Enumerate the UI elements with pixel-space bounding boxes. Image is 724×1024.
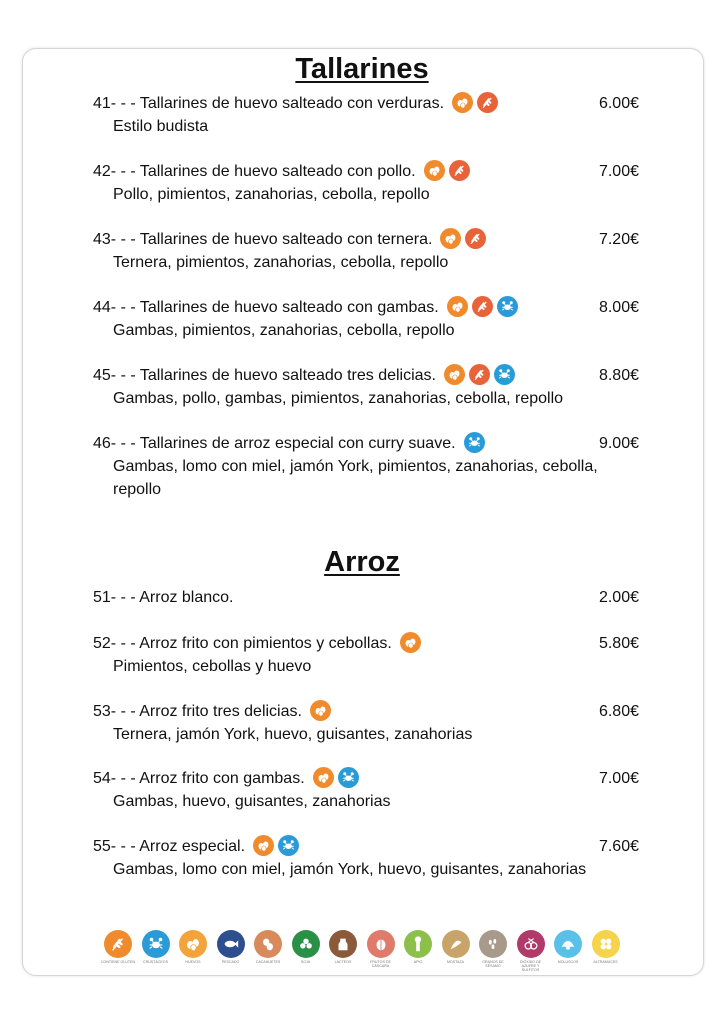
- legend-item: [288, 930, 324, 964]
- section-title-arroz: Arroz: [324, 546, 400, 578]
- huevos-icon: [253, 835, 274, 856]
- menu-item-name: 46- - - Tallarines de arroz especial con curry suave.: [93, 435, 456, 452]
- menu-item-description: Estilo budista: [113, 118, 209, 136]
- mostaza-icon: [442, 930, 470, 958]
- allergen-icons: [452, 92, 502, 115]
- legend-item: [213, 930, 249, 964]
- legend-label: ALTRAMUCES: [593, 960, 618, 964]
- legend-label: GRANOS DE SÉSAMO: [482, 960, 504, 968]
- menu-item-header: [93, 767, 643, 790]
- allergen-icons: [400, 632, 425, 655]
- huevos-icon: [400, 632, 421, 653]
- menu-item: [93, 364, 643, 410]
- allergen-icons: [424, 160, 474, 183]
- frutos-cascara-icon: [367, 930, 395, 958]
- menu-item-description: Pimientos, cebollas y huevo: [113, 658, 312, 676]
- legend-item: [250, 930, 286, 964]
- menu-item-header: [93, 228, 643, 251]
- legend-label: MOLUSCOS: [557, 960, 579, 964]
- crustaceos-icon: [142, 930, 170, 958]
- crustaceos-icon: [338, 767, 359, 788]
- legend-label: CACAHUETES: [255, 960, 281, 964]
- legend-label: HUEVOS: [185, 960, 201, 964]
- menu-item-name: 54- - - Arroz frito con gambas.: [93, 770, 305, 787]
- menu-item-header: [93, 632, 643, 655]
- sulfitos-icon: [517, 930, 545, 958]
- allergen-icons: [440, 228, 490, 251]
- menu-item-price: 8.80€: [598, 367, 639, 384]
- legend-item: [400, 930, 436, 964]
- menu-item: [93, 296, 643, 342]
- allergen-icons: [464, 432, 489, 455]
- legend-label: CONTIENE GLUTEN: [100, 960, 136, 964]
- crustaceos-icon: [494, 364, 515, 385]
- legend-label: DIÓXIDO DE AZUFRE Y SULFITOS: [519, 960, 542, 972]
- menu-item-description: Gambas, pollo, gambas, pimientos, zanahorias, cebolla, repollo: [113, 390, 564, 408]
- menu-item-description: Gambas, pimientos, zanahorias, cebolla, repollo: [113, 322, 455, 340]
- menu-item-header: [93, 92, 643, 115]
- huevos-icon: [447, 296, 468, 317]
- menu-item-price: 5.80€: [598, 635, 639, 652]
- menu-item-description: Pollo, pimientos, zanahorias, cebolla, repollo: [113, 186, 430, 204]
- menu-item-name: 55- - - Arroz especial.: [93, 838, 246, 855]
- gluten-icon: [449, 160, 470, 181]
- legend-item: [138, 930, 174, 964]
- huevos-icon: [179, 930, 207, 958]
- allergen-icons: [310, 700, 335, 723]
- menu-item-name: 41- - - Tallarines de huevo salteado con verduras.: [93, 95, 445, 112]
- legend-label: FRUTOS DE CÁSCARA: [370, 960, 391, 968]
- legend-label: SOJA: [300, 960, 311, 964]
- lacteos-icon: [329, 930, 357, 958]
- menu-item-name: 52- - - Arroz frito con pimientos y cebollas.: [93, 635, 392, 652]
- menu-item-name: 43- - - Tallarines de huevo salteado con ternera.: [93, 231, 433, 248]
- legend-label: CRUSTÁCEOS: [143, 960, 168, 964]
- legend-item: [175, 930, 211, 964]
- section-title-tallarines: Tallarines: [295, 53, 429, 85]
- menu-item-name: 42- - - Tallarines de huevo salteado con pollo.: [93, 163, 416, 180]
- menu-item-header: [93, 432, 643, 455]
- legend-item: [513, 930, 549, 972]
- legend-label: MOSTAZA: [446, 960, 465, 964]
- crustaceos-icon: [464, 432, 485, 453]
- menu-item: [93, 92, 643, 138]
- menu-item-description: Gambas, lomo con miel, jamón York, pimientos, zanahorias, cebolla, repollo: [113, 458, 598, 499]
- gluten-icon: [104, 930, 132, 958]
- crustaceos-icon: [278, 835, 299, 856]
- gluten-icon: [465, 228, 486, 249]
- legend-item: [100, 930, 136, 964]
- legend-item: [438, 930, 474, 964]
- menu-item: [93, 767, 643, 813]
- menu-item: [93, 228, 643, 274]
- allergen-icons: [313, 767, 363, 790]
- menu-item-name: 45- - - Tallarines de huevo salteado tres delicias.: [93, 367, 436, 384]
- menu-item: [93, 586, 643, 609]
- legend-label: PESCADO: [221, 960, 240, 964]
- menu-item-price: 2.00€: [598, 589, 639, 606]
- menu-item-price: 7.60€: [598, 838, 639, 855]
- menu-item-name: 51- - - Arroz blanco.: [93, 589, 234, 606]
- huevos-icon: [440, 228, 461, 249]
- menu-item-header: [93, 160, 643, 183]
- gluten-icon: [469, 364, 490, 385]
- menu-item-description: Gambas, huevo, guisantes, zanahorias: [113, 793, 391, 811]
- menu-item-description: Gambas, lomo con miel, jamón York, huevo, guisantes, zanahorias: [113, 861, 587, 879]
- gluten-icon: [477, 92, 498, 113]
- huevos-icon: [452, 92, 473, 113]
- legend-item: [588, 930, 624, 964]
- menu-item-price: 6.80€: [598, 703, 639, 720]
- allergen-icons: [444, 364, 519, 387]
- legend-item: [550, 930, 586, 964]
- menu-item-description: Ternera, pimientos, zanahorias, cebolla, repollo: [113, 254, 449, 272]
- altramuces-icon: [592, 930, 620, 958]
- menu-item: [93, 160, 643, 206]
- huevos-icon: [424, 160, 445, 181]
- moluscos-icon: [554, 930, 582, 958]
- menu-item-header: [93, 364, 643, 387]
- menu-item-name: 53- - - Arroz frito tres delicias.: [93, 703, 302, 720]
- menu-item: [93, 700, 643, 746]
- sesamo-icon: [479, 930, 507, 958]
- legend-item: [475, 930, 511, 968]
- menu-item-header: [93, 296, 643, 319]
- menu-item-description: Ternera, jamón York, huevo, guisantes, zanahorias: [113, 726, 473, 744]
- allergen-icons: [447, 296, 522, 319]
- cacahuetes-icon: [254, 930, 282, 958]
- gluten-icon: [472, 296, 493, 317]
- menu-item-header: [93, 700, 643, 723]
- pescado-icon: [217, 930, 245, 958]
- apio-icon: [404, 930, 432, 958]
- menu-item-price: 8.00€: [598, 299, 639, 316]
- menu-item-name: 44- - - Tallarines de huevo salteado con gambas.: [93, 299, 439, 316]
- menu-item-price: 7.20€: [598, 231, 639, 248]
- legend-label: LÁCTEOS: [334, 960, 352, 964]
- allergen-legend: [100, 930, 640, 972]
- menu-item: [93, 835, 643, 881]
- menu-item-header: [93, 586, 643, 609]
- menu-item: [93, 632, 643, 678]
- menu-item-price: 7.00€: [598, 163, 639, 180]
- legend-item: [363, 930, 399, 968]
- crustaceos-icon: [497, 296, 518, 317]
- menu-item: [93, 432, 643, 501]
- huevos-icon: [313, 767, 334, 788]
- soja-icon: [292, 930, 320, 958]
- allergen-icons: [253, 835, 303, 858]
- menu-item-price: 7.00€: [598, 770, 639, 787]
- huevos-icon: [444, 364, 465, 385]
- menu-item-price: 6.00€: [598, 95, 639, 112]
- menu-item-header: [93, 835, 643, 858]
- menu-item-price: 9.00€: [598, 435, 639, 452]
- legend-item: [325, 930, 361, 964]
- huevos-icon: [310, 700, 331, 721]
- legend-label: APIO: [413, 960, 423, 964]
